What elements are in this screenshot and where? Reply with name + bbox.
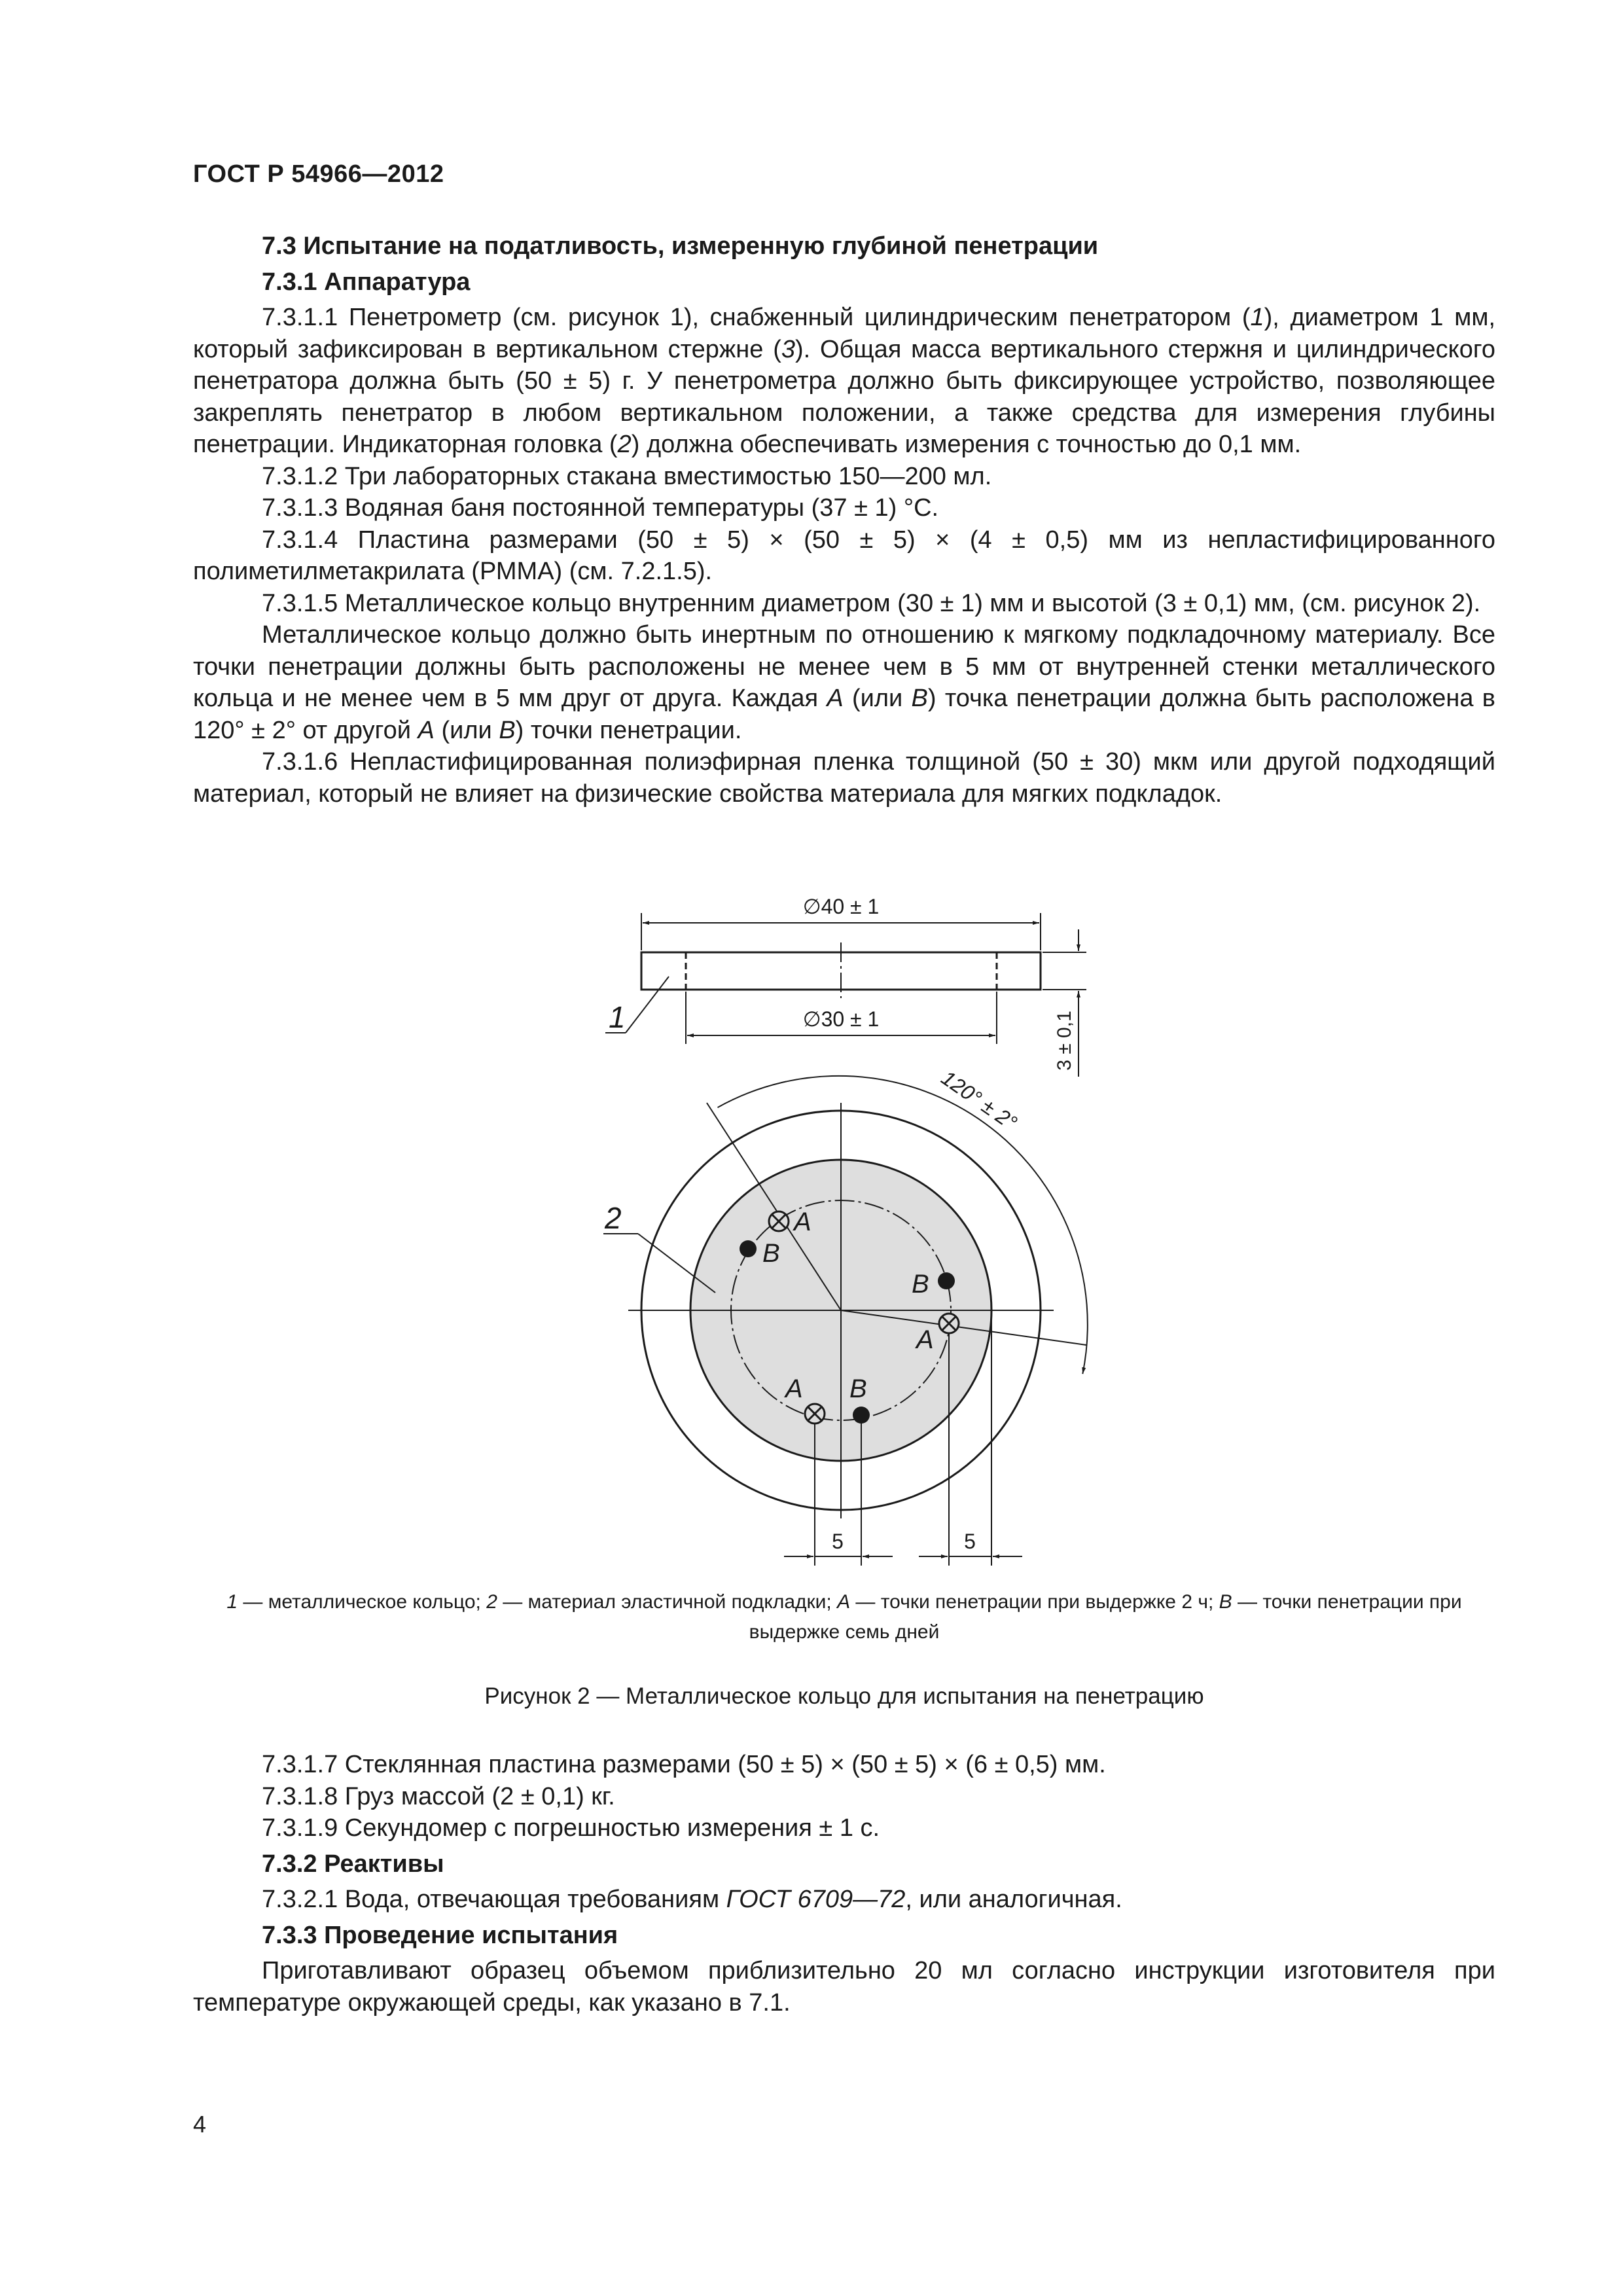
- heading-7-3-1: 7.3.1 Аппаратура: [262, 268, 471, 296]
- text-run-italic: В: [1219, 1591, 1232, 1613]
- text-run: (или: [434, 716, 499, 744]
- point-b-top: [740, 1240, 757, 1257]
- label-1: 1: [609, 1000, 626, 1034]
- figure-title: Рисунок 2 — Металлическое кольцо для испытания на пенетрацию: [484, 1683, 1204, 1709]
- text-run: (или: [843, 685, 912, 712]
- text-run: , или аналогичная.: [905, 1886, 1122, 1913]
- section-7-3: [193, 230, 1495, 810]
- heading-7-3-3: 7.3.3 Проведение испытания: [262, 1921, 618, 1949]
- text-run: — металлическое кольцо;: [238, 1591, 487, 1613]
- paragraph-7-3-1-2: 7.3.1.2 Три лабораторных стакана вместимостью 150—200 мл.: [262, 462, 992, 490]
- text-run-italic: В: [911, 685, 928, 712]
- paragraph-7-3-2-1: [193, 1884, 1495, 1916]
- point-a-bottom: [805, 1404, 825, 1424]
- paragraph-7-3-1-1: [193, 302, 1495, 461]
- gost-reference: ГОСТ 6709—72: [726, 1886, 906, 1913]
- text-run-italic: А: [827, 685, 844, 712]
- dim-inner-text: ∅30 ± 1: [802, 1007, 880, 1031]
- paragraph-ring-requirements: [193, 619, 1495, 746]
- dim-height-text: 3 ± 0,1: [1054, 1011, 1075, 1071]
- text-run: — материал эластичной подкладки;: [497, 1591, 838, 1613]
- text-run-italic: 2: [486, 1591, 497, 1613]
- text-run: ). Общая масса вертикального стержня и цилиндрического пенетратора должна быть (50 ± 5) г. У пенетрометра должно быть фиксирующее устройство, позволяющее закреплять пенетратор в любом вертикальном положении, а также средства для измерения глубины пенетрации. Индикаторная головка (: [193, 335, 1495, 458]
- paragraph-7-3-1-4: 7.3.1.4 Пластина размерами (50 ± 5) × (50 ± 5) × (4 ± 0,5) мм из непластифицированного полиметилметакрилата (РММА) (см. 7.2.1.5).: [193, 526, 1495, 585]
- text-run: Металлическое кольцо должно быть инертным по отношению к мягкому подкладочному материалу. Все точки пенетрации должны быть расположены не менее чем в 5 мм от внутренней стенки металлического кольца и не менее чем в 5 мм друг от друга. Каждая: [193, 621, 1495, 712]
- point-b-bottom: [853, 1407, 870, 1424]
- text-run-italic: В: [499, 716, 516, 744]
- text-run-italic: 3: [781, 335, 795, 363]
- label-2: 2: [605, 1201, 622, 1235]
- label-a-top: A: [794, 1208, 812, 1236]
- text-run: ), диаметром 1 мм, который зафиксирован в вертикальном стержне (: [193, 304, 1496, 363]
- section-continuation: [193, 1749, 1495, 2018]
- text-run: — точки пенетрации при выдержке 2 ч;: [850, 1591, 1219, 1613]
- dim-5-right-text: 5: [964, 1530, 976, 1553]
- heading-7-3-2: 7.3.2 Реактивы: [262, 1850, 444, 1878]
- figure-metal-ring: [576, 897, 1113, 1577]
- label-b-right: B: [912, 1270, 929, 1299]
- paragraph-7-3-3: Приготавливают образец объемом приблизительно 20 мл согласно инструкции изготовителя при температуре окружающей среды, как указано в 7.1.: [193, 1957, 1495, 2017]
- page-number: 4: [193, 2111, 207, 2138]
- paragraph-7-3-1-9: 7.3.1.9 Секундомер с погрешностью измерения ± 1 с.: [262, 1814, 880, 1842]
- label-a-right: A: [916, 1325, 934, 1354]
- label-a-bottom: A: [785, 1374, 803, 1403]
- angle-text: 120° ± 2°: [936, 1066, 1022, 1135]
- text-run: ) должна обеспечивать измерения с точностью до 0,1 мм.: [631, 431, 1302, 458]
- paragraph-7-3-1-7: 7.3.1.7 Стеклянная пластина размерами (50 ± 5) × (50 ± 5) × (6 ± 0,5) мм.: [262, 1751, 1106, 1778]
- point-a-top: [769, 1211, 789, 1231]
- text-run: ) точки пенетрации.: [515, 716, 742, 744]
- label-b-bottom: B: [849, 1374, 867, 1403]
- text-run-italic: 1: [226, 1591, 238, 1613]
- document-header: ГОСТ Р 54966—2012: [193, 160, 444, 188]
- paragraph-7-3-1-3: 7.3.1.3 Водяная баня постоянной температуры (37 ± 1) °С.: [262, 494, 939, 522]
- paragraph-7-3-1-5: 7.3.1.5 Металлическое кольцо внутренним диаметром (30 ± 1) мм и высотой (3 ± 0,1) мм, (см. рисунок 2).: [262, 589, 1481, 617]
- text-run-italic: А: [418, 716, 435, 744]
- point-b-right: [938, 1272, 955, 1289]
- label-b-top: B: [762, 1239, 780, 1268]
- text-run: 7.3.1.1 Пенетрометр (см. рисунок 1), снабженный цилиндрическим пенетратором (: [262, 304, 1251, 331]
- text-run-italic: 1: [1250, 304, 1264, 331]
- dim-outer-text: ∅40 ± 1: [802, 897, 880, 918]
- leader-1: [626, 977, 669, 1033]
- paragraph-7-3-1-8: 7.3.1.8 Груз массой (2 ± 0,1) кг.: [262, 1782, 615, 1810]
- text-run: 7.3.2.1 Вода, отвечающая требованиям: [262, 1886, 726, 1913]
- text-run-italic: А: [837, 1591, 851, 1613]
- paragraph-7-3-1-6: 7.3.1.6 Непластифицированная полиэфирная пленка толщиной (50 ± 30) мкм или другой подходящий материал, который не влияет на физические свойства материала для мягких подкладок.: [193, 748, 1495, 808]
- dim-5-left-text: 5: [832, 1530, 844, 1553]
- heading-7-3: 7.3 Испытание на податливость, измеренную глубиной пенетрации: [262, 232, 1099, 260]
- text-run: — точки пенетрации при выдержке семь дней: [749, 1591, 1462, 1643]
- point-a-right: [939, 1314, 959, 1333]
- text-run: ) точка пенетрации должна быть расположена в 120° ± 2° от другой: [193, 685, 1495, 744]
- text-run-italic: 2: [617, 431, 632, 458]
- figure-caption: [193, 1587, 1495, 1647]
